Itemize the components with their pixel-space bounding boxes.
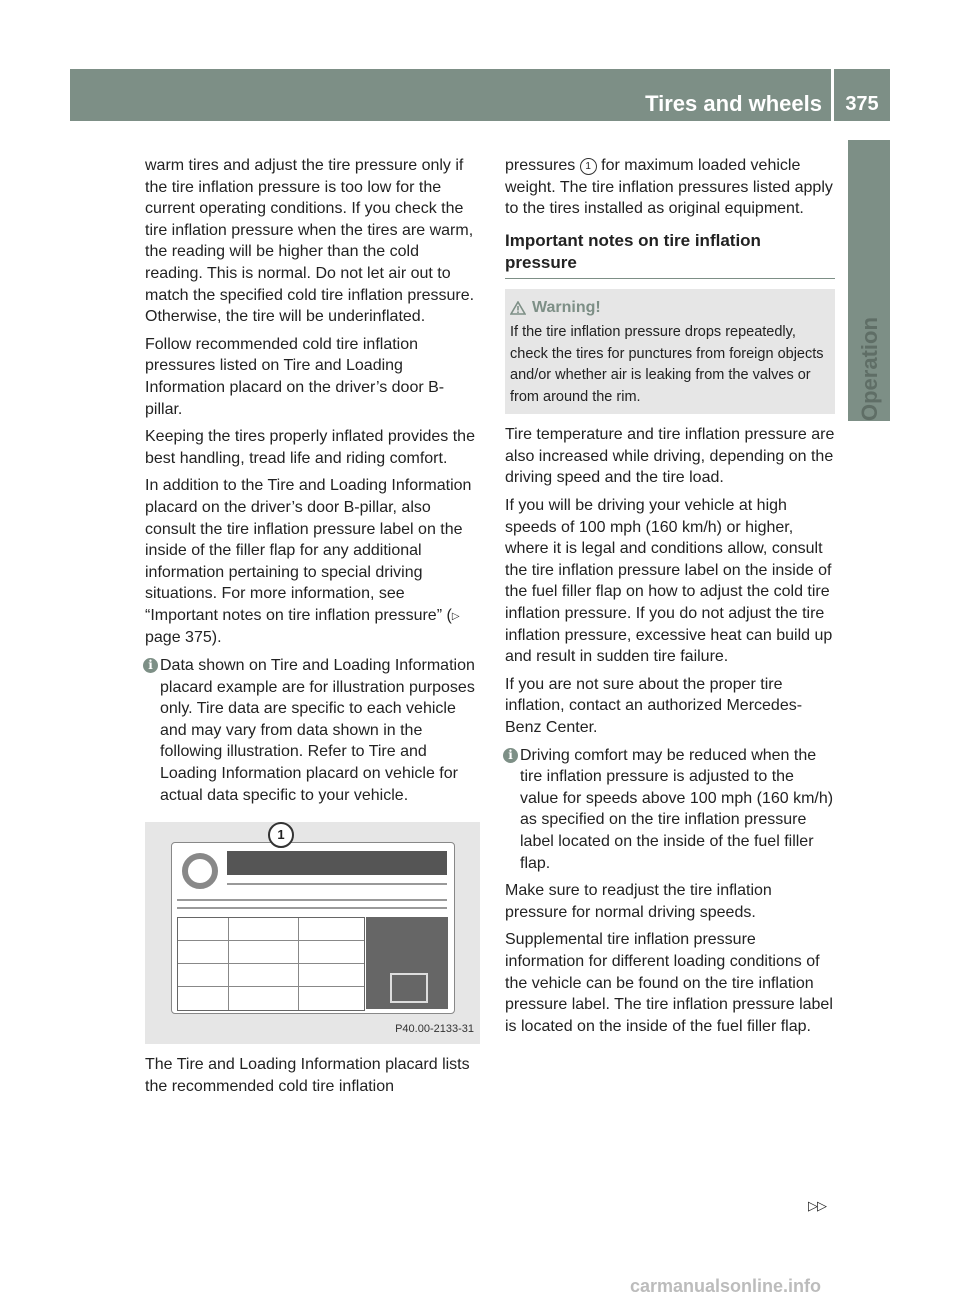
paragraph-text: pressures [505,157,580,174]
info-icon: i [503,748,518,763]
warning-text: If the tire inflation pressure drops repeatedly, check the tires for punctures from foreign objects and/or whether air is leaking from the valves or from around the rim. [510,324,824,405]
left-column [145,155,480,1103]
tire-placard-image [171,842,455,1014]
paragraph: Supplemental tire inflation pressure information for different loading conditions of the vehicle can be found on the tire inflation pressure label. The tire inflation pressure label is located on the inside of the fuel filler flap. [505,931,833,1035]
right-column [505,155,835,1043]
warning-title: Warning! [532,298,601,316]
paragraph [145,475,480,649]
paragraph: If you will be driving your vehicle at high speeds of 100 mph (160 km/h) or higher, where it is legal and conditions allow, consult the tire inflation pressure label on the inside of the fuel filler flap on how to adjust the cold tire inflation pressure. If you do not adjust the tire inflation pressure, excessive heat can build up and result in sudden tire failure. [505,497,833,666]
paragraph: Follow recommended cold tire inflation pressures listed on Tire and Loading Information placard on the driver’s door B-pillar. [145,335,445,418]
paragraph: Tire temperature and tire inflation pressure are also increased while driving, depending on the driving speed and the tire load. [505,426,835,487]
page-ref-arrow-icon: ▷ [451,610,460,622]
callout-1-icon: 1 [580,158,597,175]
info-icon: i [143,658,158,673]
heading-rule [505,278,835,279]
placard-illustration [145,822,480,1044]
paragraph-text: In addition to the Tire and Loading Information placard on the driver’s door B-pillar, also consult the tire inflation pressure label on the inside of the filler flap for any additional information pertaining to special driving situations. For more information, see “Important notes on tire inflation pressure” ( [145,477,472,624]
placard-table [177,917,365,1011]
figure-caption: The Tire and Loading Information placard lists the recommended cold tire inflation [145,1056,470,1095]
placard-line [177,899,447,901]
paragraph-text: for maximum loaded vehicle weight. The tire inflation pressures listed apply to the tires installed as original equipment. [505,157,833,218]
placard-line [177,907,447,909]
warning-box [505,289,835,415]
paragraph: warm tires and adjust the tire pressure only if the tire inflation pressure is too low for the current operating conditions. If you check the tire inflation pressure when the tires are warm, the reading will be higher than the cold reading. This is normal. Do not let air out to match the specified cold tire inflation pressure. Otherwise, the tire will be underinflated. [145,157,475,326]
continue-arrows-icon: ▷▷ [808,1198,826,1213]
note-text: Data shown on Tire and Loading Information placard example are for illustration purposes only. Tire data are specific to each vehicle and may vary from data shown in the following illustration. Refer to Tire and Loading Information placard on vehicle for actual data specific to your vehicle. [160,657,475,804]
page-header [70,69,890,121]
paragraph [505,155,835,220]
paragraph: Keeping the tires properly inflated provides the best handling, tread life and riding comfort. [145,428,475,467]
page-number: 375 [845,93,879,115]
warning-triangle-icon [510,301,526,315]
page-ref-link[interactable]: page 375). [145,629,222,647]
info-note [505,745,835,875]
wheel-icon [182,853,218,889]
manual-book-icon [390,973,428,1003]
note-text: Driving comfort may be reduced when the tire inflation pressure is adjusted to the value for speeds above 100 mph (160 km/h) as specified on the tire inflation pressure label located on the inside of the fuel filler flap. [520,746,834,872]
figure-code: P40.00-2133-31 [395,1022,474,1035]
watermark: carmanualsonline.info [630,1276,822,1296]
section-title: Tires and wheels [645,91,822,116]
section-heading: Important notes on tire inflation pressure [505,230,761,272]
paragraph: Make sure to readjust the tire inflation pressure for normal driving speeds. [505,882,772,921]
info-note [145,655,480,806]
paragraph: If you are not sure about the proper tire inflation, contact an authorized Mercedes-Benz Center. [505,675,803,736]
callout-1-icon: 1 [268,822,294,848]
warning-header [510,297,830,319]
placard-line [227,883,447,885]
placard-title-band [227,851,447,875]
chapter-label: Operation [857,317,882,421]
